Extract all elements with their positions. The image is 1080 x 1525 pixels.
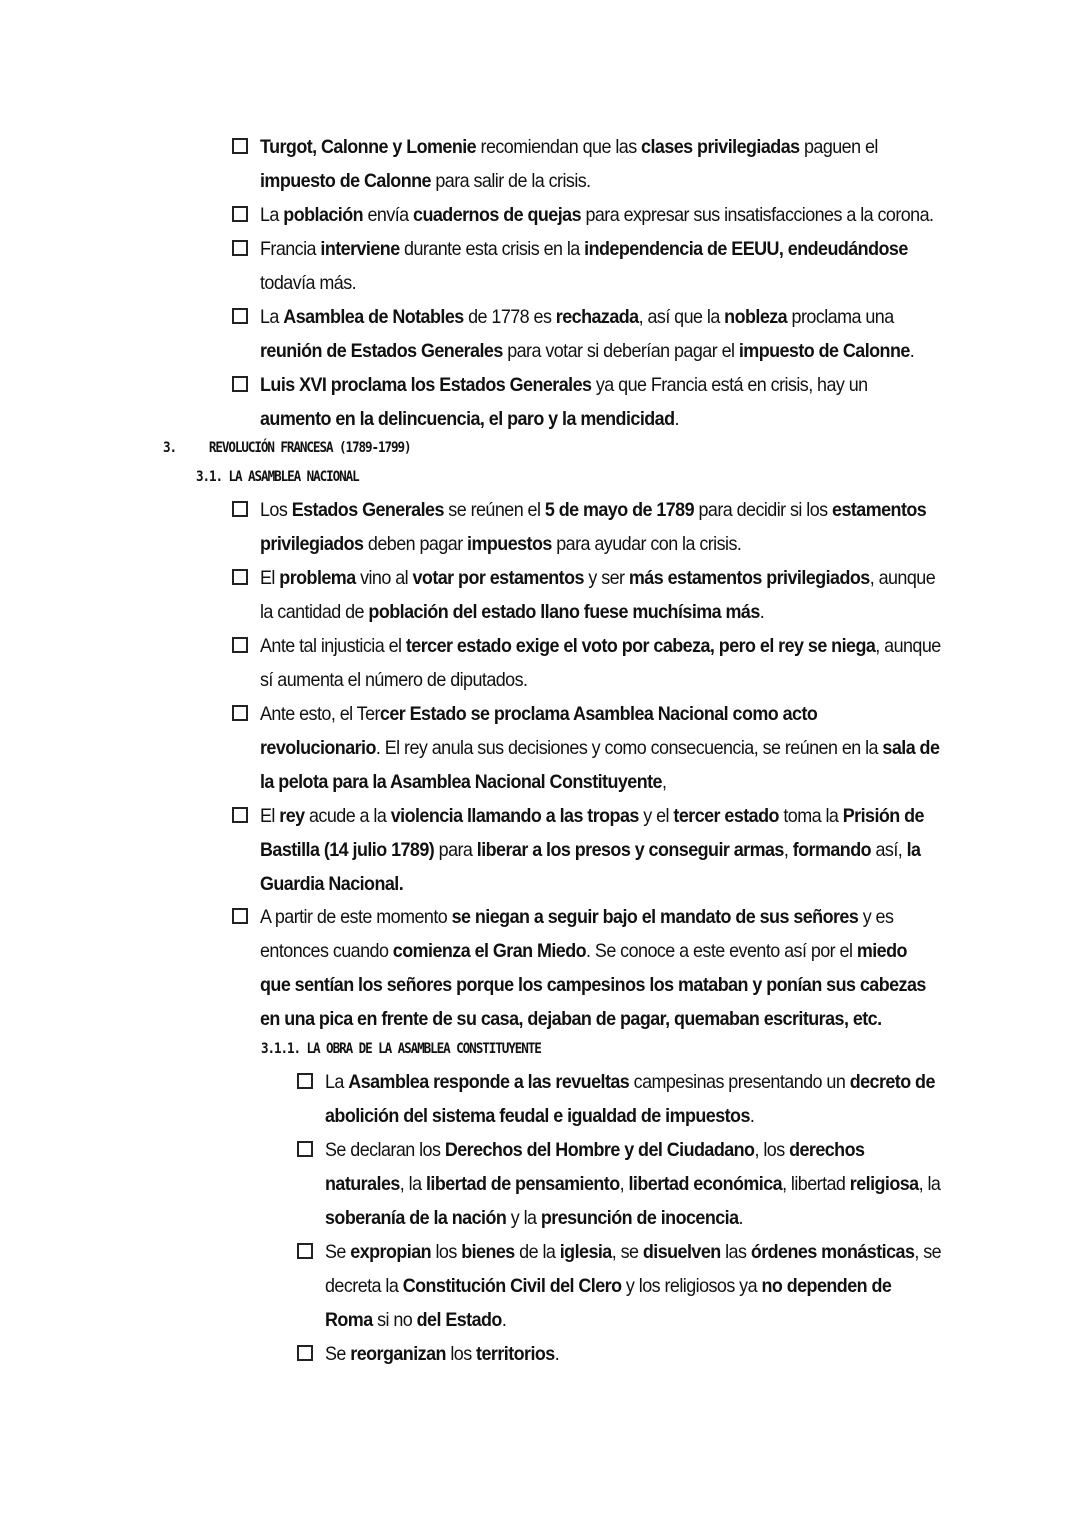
text-run: . bbox=[909, 340, 915, 362]
list-item-text bbox=[260, 697, 941, 799]
bold-text: impuesto de Calonne bbox=[738, 340, 910, 362]
list-item-text bbox=[325, 1235, 943, 1337]
text-run: . bbox=[738, 1207, 743, 1229]
checkbox[interactable] bbox=[232, 637, 248, 653]
subsubsection-heading bbox=[261, 1041, 541, 1057]
list-item-text bbox=[260, 629, 941, 697]
text-run: para ayudar con la crisis. bbox=[551, 533, 742, 555]
text-run: , bbox=[619, 1173, 629, 1195]
bold-text: territorios bbox=[476, 1343, 555, 1365]
bold-text: tercer estado bbox=[673, 805, 779, 827]
text-run: para expresar sus insatisfacciones a la corona. bbox=[581, 204, 934, 226]
text-run: El bbox=[260, 567, 280, 589]
list-item-text bbox=[260, 368, 941, 436]
bold-text: presunción de inocencia bbox=[540, 1207, 739, 1229]
bold-text: Estados Generales bbox=[291, 499, 444, 521]
text-run: , así que la bbox=[638, 306, 725, 328]
bold-text: disuelven bbox=[642, 1241, 721, 1263]
list-item-text bbox=[325, 1133, 943, 1235]
list-item-text bbox=[260, 493, 941, 561]
text-run: Francia bbox=[260, 238, 321, 260]
text-run: se reúnen el bbox=[443, 499, 545, 521]
list-item bbox=[297, 1337, 997, 1371]
checkbox[interactable] bbox=[232, 240, 248, 256]
text-run: y la bbox=[506, 1207, 541, 1229]
bold-text: Constitución Civil del Clero bbox=[402, 1275, 622, 1297]
text-run: Ante esto, el Ter bbox=[260, 703, 380, 725]
checkbox[interactable] bbox=[297, 1073, 313, 1089]
bold-text: Prisión de Bastilla (14 julio 1789) bbox=[260, 805, 924, 861]
bold-text: nobleza bbox=[724, 306, 788, 328]
text-run: . El rey anula sus decisiones y como consecuencia, se reúnen en la bbox=[375, 737, 883, 759]
text-run: para decidir si los bbox=[694, 499, 833, 521]
text-run: , bbox=[783, 839, 793, 861]
checkbox[interactable] bbox=[232, 138, 248, 154]
section-heading bbox=[163, 440, 411, 456]
text-run: ya que Francia está en crisis, hay un bbox=[591, 374, 868, 396]
text-run: para salir de la crisis. bbox=[430, 170, 591, 192]
text-run: deben pagar bbox=[363, 533, 468, 555]
list-item bbox=[232, 561, 1000, 629]
bold-text: rechazada bbox=[555, 306, 639, 328]
subsubsection-title: 3.1.1. LA OBRA DE LA ASAMBLEA CONSTITUYENTE bbox=[261, 1041, 541, 1057]
list-item bbox=[232, 368, 1000, 436]
text-run: . bbox=[759, 601, 765, 623]
text-run: toma la bbox=[778, 805, 843, 827]
text-run: . bbox=[554, 1343, 560, 1365]
text-run: , libertad bbox=[782, 1173, 850, 1195]
bold-text: bienes bbox=[461, 1241, 515, 1263]
list-item bbox=[232, 697, 1000, 799]
checkbox[interactable] bbox=[232, 705, 248, 721]
bold-text: votar por estamentos bbox=[412, 567, 584, 589]
text-run: de 1778 es bbox=[463, 306, 556, 328]
text-run: , aunque sí aumenta el número de diputados. bbox=[260, 635, 941, 691]
bold-text: libertad de pensamiento bbox=[425, 1173, 620, 1195]
bold-text: independencia de EEUU, endeudándose bbox=[584, 238, 908, 260]
list-item-text bbox=[260, 198, 941, 232]
bold-text: reorganizan bbox=[350, 1343, 446, 1365]
text-run: si no bbox=[372, 1309, 417, 1331]
text-run: , bbox=[661, 771, 667, 793]
bold-text: interviene bbox=[320, 238, 400, 260]
checkbox[interactable] bbox=[232, 569, 248, 585]
list-item-text bbox=[325, 1337, 943, 1371]
bold-text: expropian bbox=[350, 1241, 432, 1263]
text-run: envía bbox=[363, 204, 414, 226]
bold-text: Luis XVI proclama los Estados Generales bbox=[260, 374, 592, 396]
text-run: , la bbox=[918, 1173, 941, 1195]
text-run: . Se conoce a este evento así por el bbox=[586, 940, 857, 962]
bold-text: población del estado llano fuese muchísima más bbox=[368, 601, 760, 623]
list-item bbox=[232, 493, 1000, 561]
text-run: , se bbox=[611, 1241, 643, 1263]
bold-text: población bbox=[283, 204, 364, 226]
bold-text: iglesia bbox=[559, 1241, 612, 1263]
list-item bbox=[297, 1065, 997, 1133]
text-run: acude a la bbox=[304, 805, 391, 827]
bold-text: Asamblea de Notables bbox=[283, 306, 464, 328]
text-run: paguen el bbox=[799, 136, 878, 158]
checkbox[interactable] bbox=[297, 1345, 313, 1361]
text-run: La bbox=[260, 306, 284, 328]
list-item-text bbox=[260, 900, 941, 1036]
bold-text: decreto de abolición del sistema feudal e igualdad de impuestos bbox=[325, 1071, 935, 1127]
list-item bbox=[232, 799, 1000, 901]
bold-text: más estamentos privilegiados bbox=[628, 567, 870, 589]
list-item-text bbox=[325, 1065, 943, 1133]
checkbox[interactable] bbox=[297, 1141, 313, 1157]
list-item bbox=[232, 629, 1000, 697]
text-run: todavía más. bbox=[260, 272, 357, 294]
bold-text: Derechos del Hombre y del Ciudadano bbox=[444, 1139, 755, 1161]
bold-text: cer Estado se proclama Asamblea Nacional como acto revolucionario bbox=[260, 703, 818, 759]
bold-text: violencia llamando a las tropas bbox=[390, 805, 639, 827]
bold-text: problema bbox=[279, 567, 356, 589]
bold-text: religiosa bbox=[849, 1173, 919, 1195]
bold-text: órdenes monásticas bbox=[750, 1241, 915, 1263]
subsection-heading bbox=[196, 469, 359, 485]
bold-text: sala de la pelota para la Asamblea Nacional Constituyente bbox=[260, 737, 940, 793]
list-item-text bbox=[260, 561, 941, 629]
text-run: los bbox=[431, 1241, 462, 1263]
text-run: y ser bbox=[583, 567, 629, 589]
checkbox[interactable] bbox=[232, 308, 248, 324]
checkbox[interactable] bbox=[232, 908, 248, 924]
text-run: Se bbox=[325, 1343, 351, 1365]
text-run: Se declaran los bbox=[325, 1139, 445, 1161]
checkbox[interactable] bbox=[232, 807, 248, 823]
list-item-text bbox=[260, 799, 941, 901]
text-run: . bbox=[749, 1105, 755, 1127]
list-item-text bbox=[260, 300, 941, 368]
text-run: para votar si deberían pagar el bbox=[502, 340, 739, 362]
text-run: los bbox=[445, 1343, 477, 1365]
list-item bbox=[232, 300, 1000, 368]
list-item bbox=[297, 1235, 997, 1337]
text-run: proclama una bbox=[787, 306, 894, 328]
bold-text: formando bbox=[792, 839, 872, 861]
list-item-text bbox=[260, 232, 941, 300]
bold-text: Turgot, Calonne y Lomenie bbox=[260, 136, 477, 158]
text-run: y el bbox=[638, 805, 674, 827]
checkbox[interactable] bbox=[232, 376, 248, 392]
text-run: durante esta crisis en la bbox=[399, 238, 585, 260]
checkbox[interactable] bbox=[232, 501, 248, 517]
bold-text: libertad económica bbox=[628, 1173, 783, 1195]
bold-text: clases privilegiadas bbox=[641, 136, 800, 158]
text-run: así, bbox=[871, 839, 907, 861]
text-run: recomiendan que las bbox=[476, 136, 642, 158]
list-item-text bbox=[260, 130, 941, 198]
bold-text: reunión de Estados Generales bbox=[260, 340, 503, 362]
text-run: de la bbox=[514, 1241, 560, 1263]
text-run: El bbox=[260, 805, 280, 827]
bold-text: tercer estado exige el voto por cabeza, pero el rey se niega bbox=[405, 635, 876, 657]
text-run: , los bbox=[754, 1139, 790, 1161]
text-run: , aunque la cantidad de bbox=[260, 567, 936, 623]
bold-text: 5 de mayo de 1789 bbox=[544, 499, 695, 521]
text-run: Se bbox=[325, 1241, 351, 1263]
list-item bbox=[232, 900, 1000, 1036]
text-run: . bbox=[501, 1309, 507, 1331]
text-run: las bbox=[720, 1241, 751, 1263]
bold-text: impuesto de Calonne bbox=[260, 170, 431, 192]
bold-text: Asamblea responde a las revueltas bbox=[348, 1071, 630, 1093]
bold-text: estamentos privilegiados bbox=[260, 499, 927, 555]
text-run: , la bbox=[399, 1173, 426, 1195]
section-number: 3. bbox=[163, 440, 177, 456]
bold-text: se niegan a seguir bajo el mandato de sus señores bbox=[451, 906, 859, 928]
bold-text: soberanía de la nación bbox=[325, 1207, 507, 1229]
text-run: campesinas presentando un bbox=[629, 1071, 850, 1093]
bold-text: liberar a los presos y conseguir armas bbox=[476, 839, 784, 861]
text-run: Ante tal injusticia el bbox=[260, 635, 406, 657]
text-run: La bbox=[325, 1071, 349, 1093]
text-run: vino al bbox=[355, 567, 413, 589]
bold-text: derechos naturales bbox=[325, 1139, 865, 1195]
list-item bbox=[232, 198, 1000, 232]
text-run: , se decreta la bbox=[325, 1241, 942, 1297]
bold-text: comienza el Gran Miedo bbox=[392, 940, 587, 962]
text-run: y los religiosos ya bbox=[621, 1275, 762, 1297]
bold-text: rey bbox=[279, 805, 305, 827]
text-run: y es entonces cuando bbox=[260, 906, 894, 962]
text-run: La bbox=[260, 204, 284, 226]
checkbox[interactable] bbox=[297, 1243, 313, 1259]
checkbox[interactable] bbox=[232, 206, 248, 222]
bold-text: la Guardia Nacional. bbox=[260, 839, 921, 895]
section-title: REVOLUCIÓN FRANCESA (1789-1799) bbox=[208, 440, 411, 456]
subsection-title: 3.1. LA ASAMBLEA NACIONAL bbox=[196, 469, 359, 485]
bold-text: miedo que sentían los señores porque los campesinos los mataban y ponían sus cabezas en una pica en frente de su casa, dejaban de pagar, quemaban escrituras, etc. bbox=[260, 940, 926, 1030]
text-run: A partir de este momento bbox=[260, 906, 452, 928]
text-run: . bbox=[674, 408, 679, 430]
bold-text: impuestos bbox=[467, 533, 552, 555]
bold-text: del Estado bbox=[416, 1309, 502, 1331]
bold-text: no dependen de Roma bbox=[325, 1275, 892, 1331]
text-run: para bbox=[434, 839, 477, 861]
bold-text: cuadernos de quejas bbox=[413, 204, 582, 226]
bold-text: aumento en la delincuencia, el paro y la mendicidad bbox=[260, 408, 675, 430]
list-item bbox=[297, 1133, 997, 1235]
list-item bbox=[232, 130, 1000, 198]
list-item bbox=[232, 232, 1000, 300]
text-run: Los bbox=[260, 499, 292, 521]
